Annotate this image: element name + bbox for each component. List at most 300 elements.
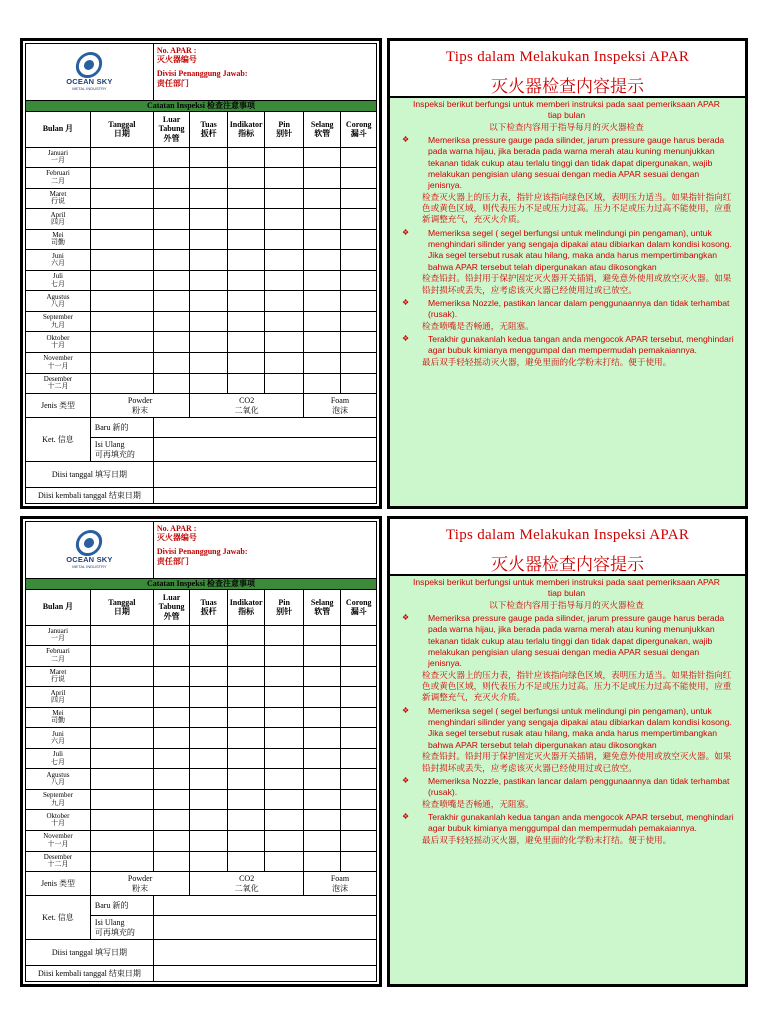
jenis-row — [26, 394, 377, 418]
ket-isi-ulang-value[interactable] — [153, 916, 376, 940]
inspection-cell[interactable] — [265, 291, 304, 312]
inspection-cell[interactable] — [90, 188, 153, 209]
month-label: Juni 六月 — [26, 250, 91, 271]
inspection-cell[interactable] — [265, 168, 304, 189]
col-tuas: Tuas 扳杆 — [190, 589, 228, 625]
logo-subtitle: METAL INDUSTRY — [72, 85, 107, 91]
inspection-cell[interactable] — [153, 209, 190, 230]
month-label: Januari 一月 — [26, 625, 91, 646]
inspection-cell[interactable] — [90, 209, 153, 230]
inspection-cell[interactable] — [341, 270, 377, 291]
catatan-bar: Catatan Inspeksi 检查注意事项 — [26, 100, 377, 111]
inspection-cell[interactable] — [227, 229, 265, 250]
month-row — [26, 147, 377, 168]
month-label: Oktober 十月 — [26, 332, 91, 353]
inspection-cell[interactable] — [90, 748, 153, 769]
inspection-cell[interactable] — [190, 188, 228, 209]
month-row — [26, 687, 377, 708]
inspection-cell[interactable] — [190, 270, 228, 291]
inspection-cell[interactable] — [190, 291, 228, 312]
tips-body — [390, 576, 745, 984]
ket-isi-ulang[interactable]: Isi Ulang 可再填充的 — [90, 438, 153, 462]
inspection-cell[interactable] — [303, 707, 341, 728]
inspection-cell[interactable] — [190, 830, 228, 851]
inspection-cell[interactable] — [190, 769, 228, 790]
inspection-cell[interactable] — [227, 810, 265, 831]
tip-item-cn: 检查喷嘴是否畅通，无阻塞。 — [422, 798, 534, 809]
month-row — [26, 666, 377, 687]
inspection-cell[interactable] — [227, 625, 265, 646]
tips-intro: Inspeksi berikut berfungsi untuk memberi instruksi pada saat pemeriksaan APAR tiap bulan 以下检查内容用于指导每月的灭火器检查 — [413, 577, 720, 610]
tip-item: ❖ Terakhir gunakanlah kedua tangan anda mengocok APAR tersebut, menghindari agar bubuk kimianya menggumpal dan mempermudah pemakaiannya. — [398, 334, 735, 357]
month-row — [26, 270, 377, 291]
inspection-cell[interactable] — [153, 168, 190, 189]
jenis-powder[interactable]: Powder 粉末 — [90, 872, 189, 896]
month-label: April 四月 — [26, 209, 91, 230]
month-row — [26, 250, 377, 271]
inspection-cell[interactable] — [90, 646, 153, 667]
col-pin: Pin 别针 — [265, 111, 304, 147]
inspection-cell[interactable] — [341, 352, 377, 373]
inspection-cell[interactable] — [303, 332, 341, 353]
diisi-value[interactable] — [153, 940, 376, 966]
diisi-kembali-value[interactable] — [153, 488, 376, 504]
diisi-kembali-label: Diisi kembali tanggal 结束日期 — [26, 966, 154, 982]
inspection-cell[interactable] — [303, 311, 341, 332]
month-row — [26, 311, 377, 332]
logo-name: OCEAN SKY — [66, 77, 113, 87]
jenis-co2[interactable]: CO2 二氧化 — [190, 394, 304, 418]
inspection-cell[interactable] — [190, 789, 228, 810]
inspection-cell[interactable] — [303, 291, 341, 312]
inspection-cell[interactable] — [90, 687, 153, 708]
tips-panel-2 — [387, 516, 748, 987]
inspection-cell[interactable] — [190, 625, 228, 646]
month-row — [26, 810, 377, 831]
divisi-cn-label: 责任部门 — [156, 556, 189, 566]
inspection-cell[interactable] — [303, 646, 341, 667]
col-tanggal: Tanggal 日期 — [90, 589, 153, 625]
inspection-cell[interactable] — [90, 830, 153, 851]
divisi-label: Divisi Penanggung Jawab: — [156, 547, 248, 557]
diamond-bullet-icon: ❖ — [402, 227, 410, 237]
inspection-cell[interactable] — [265, 728, 304, 749]
inspection-cell[interactable] — [90, 728, 153, 749]
inspection-cell[interactable] — [303, 250, 341, 271]
inspection-cell[interactable] — [227, 830, 265, 851]
inspection-cell[interactable] — [190, 666, 228, 687]
inspection-cell[interactable] — [341, 748, 377, 769]
tip-item-cn: 检查喷嘴是否畅通，无阻塞。 — [422, 320, 534, 331]
company-logo — [27, 530, 152, 569]
jenis-co2[interactable]: CO2 二氧化 — [190, 872, 304, 896]
inspection-cell[interactable] — [153, 352, 190, 373]
inspection-cell[interactable] — [227, 373, 265, 394]
no-apar-cn-label: 灭火器编号 — [156, 55, 197, 65]
inspection-cell[interactable] — [90, 332, 153, 353]
month-rows — [26, 147, 377, 394]
inspection-cell[interactable] — [227, 687, 265, 708]
inspection-cell[interactable] — [303, 373, 341, 394]
inspection-cell[interactable] — [341, 851, 377, 872]
month-label: Maret 行说 — [26, 188, 91, 209]
inspection-cell[interactable] — [153, 291, 190, 312]
inspection-cell[interactable] — [303, 728, 341, 749]
ket-baru[interactable]: Baru 新的 — [90, 896, 153, 916]
tips-header — [390, 41, 745, 98]
inspection-cell[interactable] — [190, 748, 228, 769]
inspection-cell[interactable] — [303, 851, 341, 872]
inspection-cell[interactable] — [90, 352, 153, 373]
inspection-cell[interactable] — [190, 687, 228, 708]
inspection-cell[interactable] — [341, 311, 377, 332]
inspection-cell[interactable] — [90, 789, 153, 810]
month-row — [26, 168, 377, 189]
month-label: Juli 七月 — [26, 748, 91, 769]
divisi-label: Divisi Penanggung Jawab: — [156, 69, 248, 79]
inspection-cell[interactable] — [153, 311, 190, 332]
diamond-bullet-icon: ❖ — [402, 613, 410, 623]
inspection-cell[interactable] — [90, 291, 153, 312]
inspection-cell[interactable] — [190, 229, 228, 250]
month-row — [26, 373, 377, 394]
col-selang: Selang 软管 — [303, 589, 341, 625]
inspection-cell[interactable] — [153, 789, 190, 810]
inspection-cell[interactable] — [341, 168, 377, 189]
ket-baru[interactable]: Baru 新的 — [90, 418, 153, 438]
tip-item: ❖ Memeriksa pressure gauge pada silinder, jarum pressure gauge harus berada pada warna hijau, jika berada pada warna merah atau kuning menunjukkan tekanan tidak cukup atau terlalu tinggi dan tidak dapat dipergunakan, wajib melakukan pengisian ulang sesuai dengan media APAR sesuai dengan jenisnya. — [398, 135, 735, 192]
diisi-label: Diisi tanggal 填写日期 — [26, 462, 154, 488]
month-label: Agustus 八月 — [26, 291, 91, 312]
month-row — [26, 332, 377, 353]
month-row — [26, 646, 377, 667]
month-label: Maret 行说 — [26, 666, 91, 687]
inspection-cell[interactable] — [265, 209, 304, 230]
no-apar-label: No. APAR : — [156, 524, 197, 533]
month-label: November 十一月 — [26, 830, 91, 851]
company-logo — [27, 52, 152, 91]
tip-item: ❖ Memeriksa pressure gauge pada silinder, jarum pressure gauge harus berada pada warna hijau, jika berada pada warna merah atau kuning menunjukkan tekanan tidak cukup atau terlalu tinggi dan tidak dapat dipergunakan, wajib melakukan pengisian ulang sesuai dengan media APAR sesuai dengan jenisnya. — [398, 613, 735, 670]
inspection-cell[interactable] — [90, 769, 153, 790]
inspection-cell[interactable] — [303, 229, 341, 250]
col-indikator: Indikator 指标 — [227, 589, 265, 625]
inspection-cell[interactable] — [190, 707, 228, 728]
inspection-cell[interactable] — [341, 188, 377, 209]
inspection-cell[interactable] — [303, 830, 341, 851]
column-header-row — [26, 111, 377, 147]
month-row — [26, 789, 377, 810]
month-label: Juli 七月 — [26, 270, 91, 291]
month-row — [26, 209, 377, 230]
inspection-cell[interactable] — [153, 769, 190, 790]
inspection-cell[interactable] — [265, 769, 304, 790]
inspection-cell[interactable] — [153, 188, 190, 209]
inspection-cell[interactable] — [190, 646, 228, 667]
inspection-cell[interactable] — [227, 352, 265, 373]
month-row — [26, 188, 377, 209]
month-row — [26, 728, 377, 749]
inspection-cell[interactable] — [303, 789, 341, 810]
inspection-cell[interactable] — [265, 707, 304, 728]
inspection-cell[interactable] — [341, 229, 377, 250]
inspection-cell[interactable] — [265, 147, 304, 168]
month-label: Agustus 八月 — [26, 769, 91, 790]
inspection-cell[interactable] — [90, 270, 153, 291]
inspection-cell[interactable] — [90, 147, 153, 168]
month-row — [26, 625, 377, 646]
inspection-cell[interactable] — [153, 830, 190, 851]
inspection-form-1 — [20, 38, 382, 509]
tips-header — [390, 519, 745, 576]
inspection-cell[interactable] — [90, 250, 153, 271]
ket-isi-ulang-value[interactable] — [153, 438, 376, 462]
inspection-cell[interactable] — [303, 352, 341, 373]
inspection-cell[interactable] — [227, 168, 265, 189]
month-row — [26, 748, 377, 769]
inspection-cell[interactable] — [265, 687, 304, 708]
inspection-cell[interactable] — [265, 373, 304, 394]
inspection-cell[interactable] — [265, 311, 304, 332]
inspection-cell[interactable] — [227, 209, 265, 230]
tip-item: ❖ Memeriksa Nozzle, pastikan lancar dalam penggunaannya dan tidak terhambat (rusak). — [398, 298, 735, 321]
month-rows — [26, 625, 377, 872]
inspection-cell[interactable] — [90, 851, 153, 872]
tips-intro: Inspeksi berikut berfungsi untuk memberi instruksi pada saat pemeriksaan APAR tiap bulan 以下检查内容用于指导每月的灭火器检查 — [413, 99, 720, 132]
inspection-cell[interactable] — [153, 625, 190, 646]
inspection-cell[interactable] — [265, 810, 304, 831]
logo-icon — [75, 530, 105, 556]
inspection-cell[interactable] — [265, 789, 304, 810]
inspection-cell[interactable] — [90, 168, 153, 189]
inspection-cell[interactable] — [153, 748, 190, 769]
tips-title: Tips dalam Melakukan Inspeksi APAR — [445, 527, 690, 543]
logo-cell — [26, 522, 154, 579]
column-header-row — [26, 589, 377, 625]
inspection-cell[interactable] — [190, 209, 228, 230]
jenis-foam[interactable]: Foam 泡沫 — [303, 872, 376, 896]
inspection-cell[interactable] — [190, 728, 228, 749]
tip-item: ❖ Memeriksa Nozzle, pastikan lancar dalam penggunaannya dan tidak terhambat (rusak). — [398, 776, 735, 799]
jenis-label: Jenis 类型 — [26, 394, 91, 418]
ket-baru-value[interactable] — [153, 896, 376, 916]
inspection-cell[interactable] — [341, 666, 377, 687]
inspection-cell[interactable] — [153, 373, 190, 394]
inspection-cell[interactable] — [303, 188, 341, 209]
inspection-cell[interactable] — [303, 270, 341, 291]
tip-item-cn: 检查铅封。铅封用于保护固定灭火器开关插销，避免意外使用或放空灭火器。如果铅封损坏或丢失，应考虑该灭火器已经使用过或已放空。 — [422, 751, 732, 773]
inspection-cell[interactable] — [341, 291, 377, 312]
diamond-bullet-icon: ❖ — [402, 297, 410, 307]
inspection-form-2 — [20, 516, 382, 987]
inspection-cell[interactable] — [341, 250, 377, 271]
inspection-cell[interactable] — [341, 147, 377, 168]
inspection-cell[interactable] — [265, 352, 304, 373]
jenis-powder[interactable]: Powder 粉末 — [90, 394, 189, 418]
inspection-cell[interactable] — [265, 851, 304, 872]
inspection-cell[interactable] — [265, 748, 304, 769]
inspection-cell[interactable] — [227, 250, 265, 271]
inspection-cell[interactable] — [265, 250, 304, 271]
logo-name: OCEAN SKY — [66, 555, 113, 565]
ket-isi-ulang[interactable]: Isi Ulang 可再填充的 — [90, 916, 153, 940]
inspection-cell[interactable] — [153, 707, 190, 728]
col-pin: Pin 别针 — [265, 589, 304, 625]
inspection-cell[interactable] — [227, 851, 265, 872]
inspection-cell[interactable] — [190, 352, 228, 373]
month-label: Mei 司勤 — [26, 229, 91, 250]
inspection-cell[interactable] — [341, 810, 377, 831]
month-row — [26, 769, 377, 790]
tips-body — [390, 98, 745, 506]
inspection-cell[interactable] — [341, 373, 377, 394]
inspection-cell[interactable] — [341, 332, 377, 353]
col-indikator: Indikator 指标 — [227, 111, 265, 147]
inspection-cell[interactable] — [153, 250, 190, 271]
inspection-cell[interactable] — [227, 769, 265, 790]
ket-label: Ket. 信息 — [26, 418, 91, 462]
inspection-cell[interactable] — [341, 769, 377, 790]
inspection-cell[interactable] — [190, 311, 228, 332]
inspection-cell[interactable] — [227, 332, 265, 353]
month-row — [26, 851, 377, 872]
inspection-cell[interactable] — [265, 646, 304, 667]
inspection-cell[interactable] — [265, 625, 304, 646]
inspection-cell[interactable] — [341, 707, 377, 728]
inspection-cell[interactable] — [90, 311, 153, 332]
inspection-cell[interactable] — [227, 748, 265, 769]
month-label: Juni 六月 — [26, 728, 91, 749]
tips-title-cn: 灭火器检查内容提示 — [491, 77, 644, 96]
inspection-cell[interactable] — [153, 728, 190, 749]
inspection-cell[interactable] — [303, 748, 341, 769]
inspection-cell[interactable] — [227, 291, 265, 312]
inspection-cell[interactable] — [153, 229, 190, 250]
tips-title: Tips dalam Melakukan Inspeksi APAR — [445, 49, 690, 65]
inspection-cell[interactable] — [190, 851, 228, 872]
inspection-cell[interactable] — [341, 646, 377, 667]
inspection-cell[interactable] — [265, 188, 304, 209]
inspection-cell[interactable] — [303, 687, 341, 708]
tip-item-cn: 检查灭火器上的压力表，指针应该指向绿色区域，表明压力适当。如果指针指向红色或黄色区域，则代表压力不足或压力过高。压力不足或压力过高不能使用，应重新调整充气，充灭火介质。 — [422, 669, 732, 703]
col-tuas: Tuas 扳杆 — [190, 111, 228, 147]
col-luar-tabung: Luar Tabung 外管 — [153, 111, 190, 147]
inspection-cell[interactable] — [303, 168, 341, 189]
inspection-cell[interactable] — [90, 707, 153, 728]
inspection-cell[interactable] — [153, 147, 190, 168]
inspection-cell[interactable] — [227, 646, 265, 667]
inspection-cell[interactable] — [153, 810, 190, 831]
inspection-cell[interactable] — [265, 666, 304, 687]
inspection-cell[interactable] — [265, 229, 304, 250]
month-row — [26, 707, 377, 728]
inspection-cell[interactable] — [303, 625, 341, 646]
diamond-bullet-icon: ❖ — [402, 705, 410, 715]
inspection-table — [25, 43, 377, 504]
inspection-cell[interactable] — [265, 830, 304, 851]
month-label: November 十一月 — [26, 352, 91, 373]
inspection-cell[interactable] — [341, 687, 377, 708]
inspection-cell[interactable] — [265, 332, 304, 353]
inspection-cell[interactable] — [153, 646, 190, 667]
inspection-cell[interactable] — [227, 789, 265, 810]
inspection-cell[interactable] — [227, 147, 265, 168]
month-label: Oktober 十月 — [26, 810, 91, 831]
inspection-cell[interactable] — [341, 789, 377, 810]
inspection-cell[interactable] — [227, 311, 265, 332]
inspection-cell[interactable] — [190, 810, 228, 831]
month-label: September 九月 — [26, 311, 91, 332]
month-row — [26, 830, 377, 851]
inspection-cell[interactable] — [90, 666, 153, 687]
inspection-cell[interactable] — [341, 728, 377, 749]
month-row — [26, 229, 377, 250]
jenis-foam[interactable]: Foam 泡沫 — [303, 394, 376, 418]
inspection-cell[interactable] — [227, 728, 265, 749]
diamond-bullet-icon: ❖ — [402, 775, 410, 785]
ket-baru-value[interactable] — [153, 418, 376, 438]
no-apar-label: No. APAR : — [156, 46, 197, 55]
inspection-cell[interactable] — [303, 209, 341, 230]
inspection-cell[interactable] — [153, 270, 190, 291]
inspection-cell[interactable] — [227, 666, 265, 687]
inspection-cell[interactable] — [153, 666, 190, 687]
inspection-cell[interactable] — [190, 332, 228, 353]
diisi-kembali-value[interactable] — [153, 966, 376, 982]
inspection-cell[interactable] — [303, 666, 341, 687]
diisi-kembali-label: Diisi kembali tanggal 结束日期 — [26, 488, 154, 504]
logo-icon — [75, 52, 105, 78]
month-row — [26, 352, 377, 373]
inspection-cell[interactable] — [341, 209, 377, 230]
jenis-row — [26, 872, 377, 896]
inspection-cell[interactable] — [90, 373, 153, 394]
inspection-cell[interactable] — [341, 830, 377, 851]
inspection-cell[interactable] — [303, 769, 341, 790]
tip-item-cn: 最后双手轻轻摇动灭火器，避免里面的化学粉末打结。便于使用。 — [422, 834, 672, 845]
divisi-cn-label: 责任部门 — [156, 78, 189, 88]
tips-title-cn: 灭火器检查内容提示 — [491, 555, 644, 574]
inspection-cell[interactable] — [341, 625, 377, 646]
tip-item-cn: 最后双手轻轻摇动灭火器，避免里面的化学粉末打结。便于使用。 — [422, 356, 672, 367]
col-selang: Selang 软管 — [303, 111, 341, 147]
inspection-cell[interactable] — [190, 373, 228, 394]
inspection-cell[interactable] — [190, 250, 228, 271]
month-label: Januari 一月 — [26, 147, 91, 168]
inspection-cell[interactable] — [265, 270, 304, 291]
month-label: Februari 二月 — [26, 168, 91, 189]
inspection-cell[interactable] — [90, 229, 153, 250]
inspection-cell[interactable] — [90, 810, 153, 831]
header-info — [153, 522, 376, 579]
inspection-cell[interactable] — [153, 687, 190, 708]
inspection-cell[interactable] — [303, 147, 341, 168]
inspection-table — [25, 521, 377, 982]
inspection-cell[interactable] — [227, 707, 265, 728]
col-tanggal: Tanggal 日期 — [90, 111, 153, 147]
logo-cell — [26, 44, 154, 101]
inspection-cell[interactable] — [303, 810, 341, 831]
inspection-cell[interactable] — [190, 168, 228, 189]
tips-panel-1 — [387, 38, 748, 509]
diamond-bullet-icon: ❖ — [402, 333, 410, 343]
inspection-cell[interactable] — [153, 851, 190, 872]
inspection-cell[interactable] — [227, 188, 265, 209]
inspection-cell[interactable] — [190, 147, 228, 168]
diisi-value[interactable] — [153, 462, 376, 488]
inspection-cell[interactable] — [153, 332, 190, 353]
inspection-cell[interactable] — [90, 625, 153, 646]
inspection-cell[interactable] — [227, 270, 265, 291]
